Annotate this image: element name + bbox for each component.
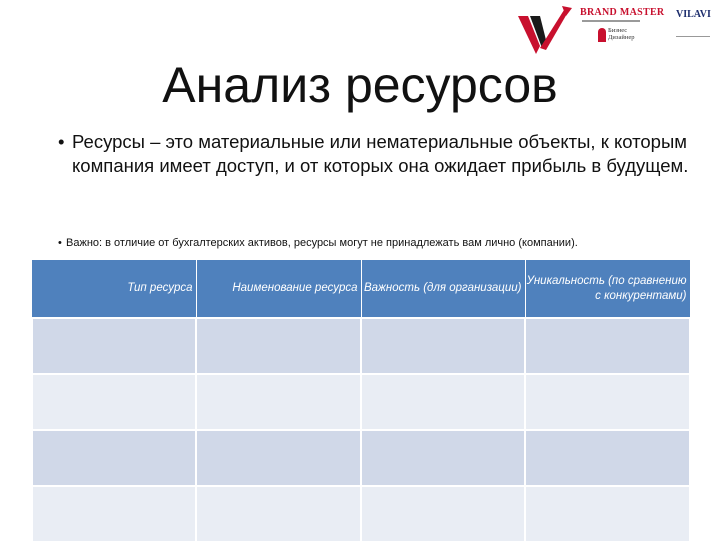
table-cell[interactable]	[361, 486, 525, 542]
table-cell[interactable]	[361, 430, 525, 486]
note-bullet-text: Важно: в отличие от бухгалтерских активов, ресурсы могут не принадлежать вам лично (компании).	[66, 237, 578, 249]
table-cell[interactable]	[361, 318, 525, 374]
table-header-row	[32, 260, 690, 318]
table-cell[interactable]	[525, 318, 690, 374]
table-row	[32, 318, 690, 374]
header-resource-name: Наименование ресурса	[196, 260, 361, 318]
table-cell[interactable]	[525, 430, 690, 486]
table-cell[interactable]	[32, 318, 196, 374]
business-designer-line2: Дизайнер	[608, 34, 635, 41]
table-cell[interactable]	[32, 430, 196, 486]
table-cell[interactable]	[525, 374, 690, 430]
table-cell[interactable]	[32, 486, 196, 542]
brand-master-logo: BRAND MASTER	[580, 7, 665, 18]
header-resource-type: Тип ресурса	[32, 260, 196, 318]
business-designer-line1: Бизнес	[608, 27, 628, 34]
table-row	[32, 486, 690, 542]
business-designer-logo	[608, 27, 634, 41]
vilavi-logo: VILAVI	[676, 9, 711, 20]
logos-block	[516, 0, 720, 60]
main-bullet	[58, 130, 712, 178]
bullet-dot-icon: •	[58, 237, 62, 249]
slide-title: Анализ ресурсов	[162, 57, 558, 113]
table-cell[interactable]	[525, 486, 690, 542]
note-bullet	[58, 236, 716, 250]
main-bullet-text: Ресурсы – это материальные или нематериальные объекты, к которым компания имеет доступ, и от которых она ожидает прибыль в будущем.	[72, 131, 689, 176]
brand-master-underline	[582, 20, 640, 22]
table-cell[interactable]	[32, 374, 196, 430]
header-importance: Важность (для организации)	[361, 260, 525, 318]
resources-table	[31, 260, 691, 543]
table-cell[interactable]	[361, 374, 525, 430]
header-uniqueness: Уникальность (по сравнению с конкурентами)	[525, 260, 690, 318]
table-cell[interactable]	[196, 318, 361, 374]
logo-divider	[676, 36, 710, 37]
table-cell[interactable]	[196, 430, 361, 486]
bullet-dot-icon: •	[58, 131, 65, 152]
table-row	[32, 430, 690, 486]
vilavi-v-logo-icon	[516, 4, 586, 56]
table-cell[interactable]	[196, 486, 361, 542]
table-cell[interactable]	[196, 374, 361, 430]
business-designer-mark-icon	[598, 28, 606, 42]
table-row	[32, 374, 690, 430]
